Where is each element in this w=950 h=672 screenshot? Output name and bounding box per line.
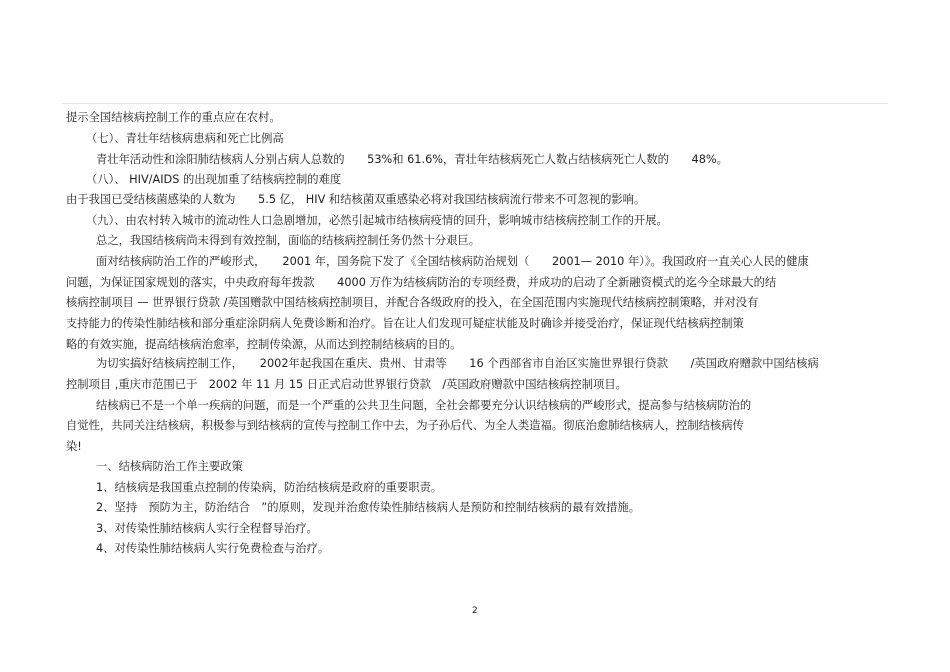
text-line: 略的有效实施，提高结核病治愈率，控制传染源，从而达到控制结核病的目的。 xyxy=(66,338,462,351)
header-divider xyxy=(62,103,888,104)
text-line: 自觉性，共同关注结核病，积极参与到结核病的宣传与控制工作中去，为子孙后代、为全人类造福。彻底治愈肺结核病人，控制结核病传 xyxy=(66,419,744,432)
text-line: 结核病已不是一个单一疾病的问题，而是一个严重的公共卫生问题，全社会都要充分认识结核病的严峻形式，提高参与结核病防治的 xyxy=(96,399,752,412)
text-line: 总之，我国结核病尚未得到有效控制，面临的结核病控制任务仍然十分艰巨。 xyxy=(96,234,481,247)
list-item: 2、坚持 预防为主，防治结合 ”的原则，发现并治愈传染性肺结核病人是预防和控制结核病的最有效措施。 xyxy=(96,501,640,514)
text-line: 为切实搞好结核病控制工作， 2002年起我国在重庆、贵州、甘肃等 16 个西部省市自治区实施世界银行贷款 /英国政府赠款中国结核病 xyxy=(96,357,819,370)
text-line: 染! xyxy=(66,440,82,453)
list-item: 3、对传染性肺结核病人实行全程督导治疗。 xyxy=(96,522,318,535)
section-heading: （七）、青壮年结核病患病和死亡比例高 xyxy=(86,132,284,145)
text-line: 青壮年活动性和涂阳肺结核病人分别占病人总数的 53%和 61.6%，青壮年结核病死亡人数占结核病死亡人数的 48%。 xyxy=(96,153,728,166)
list-item: 1、结核病是我国重点控制的传染病，防治结核病是政府的重要职责。 xyxy=(96,481,443,494)
page-number: 2 xyxy=(472,606,478,616)
section-heading: 一、结核病防治工作主要政策 xyxy=(96,460,243,473)
text-line: 支持能力的传染性肺结核和部分重症涂阴病人免费诊断和治疗。旨在让人们发现可疑症状能及时确诊并接受治疗，保证现代结核病控制策 xyxy=(66,317,744,330)
text-line: 提示全国结核病控制工作的重点应在农村。 xyxy=(66,111,281,124)
section-heading: （八）、 HIV/AIDS 的出现加重了结核病控制的难度 xyxy=(86,173,342,186)
text-line: 问题，为保证国家规划的落实，中央政府每年拨款 4000 万作为结核病防治的专项经费，并成功的启动了全新融资模式的迄今全球最大的结 xyxy=(66,276,777,289)
text-line: 控制项目 ,重庆市范围已于 2002 年 11 月 15 日正式启动世界银行贷款 /英国政府赠款中国结核病控制项目。 xyxy=(66,378,627,391)
list-item: 4、对传染性肺结核病人实行免费检查与治疗。 xyxy=(96,542,330,555)
text-line: 核病控制项目 — 世界银行贷款 /英国赠款中国结核病控制项目，并配合各级政府的投入，在全国范围内实施现代结核病控制策略，并对没有 xyxy=(66,296,759,309)
text-line: 面对结核病防治工作的严峻形式， 2001 年，国务院下发了《全国结核病防治规划（ 2001— 2010 年）》。我国政府一直关心人民的健康 xyxy=(96,255,809,268)
text-line: 由于我国已受结核菌感染的人数为 5.5 亿， HIV 和结核菌双重感染必将对我国结核病流行带来不可忽视的影响。 xyxy=(66,193,646,206)
section-heading: （九）、由农村转入城市的流动性人口急剧增加，必然引起城市结核病疫情的回升，影响城市结核病控制工作的开展。 xyxy=(86,214,668,227)
